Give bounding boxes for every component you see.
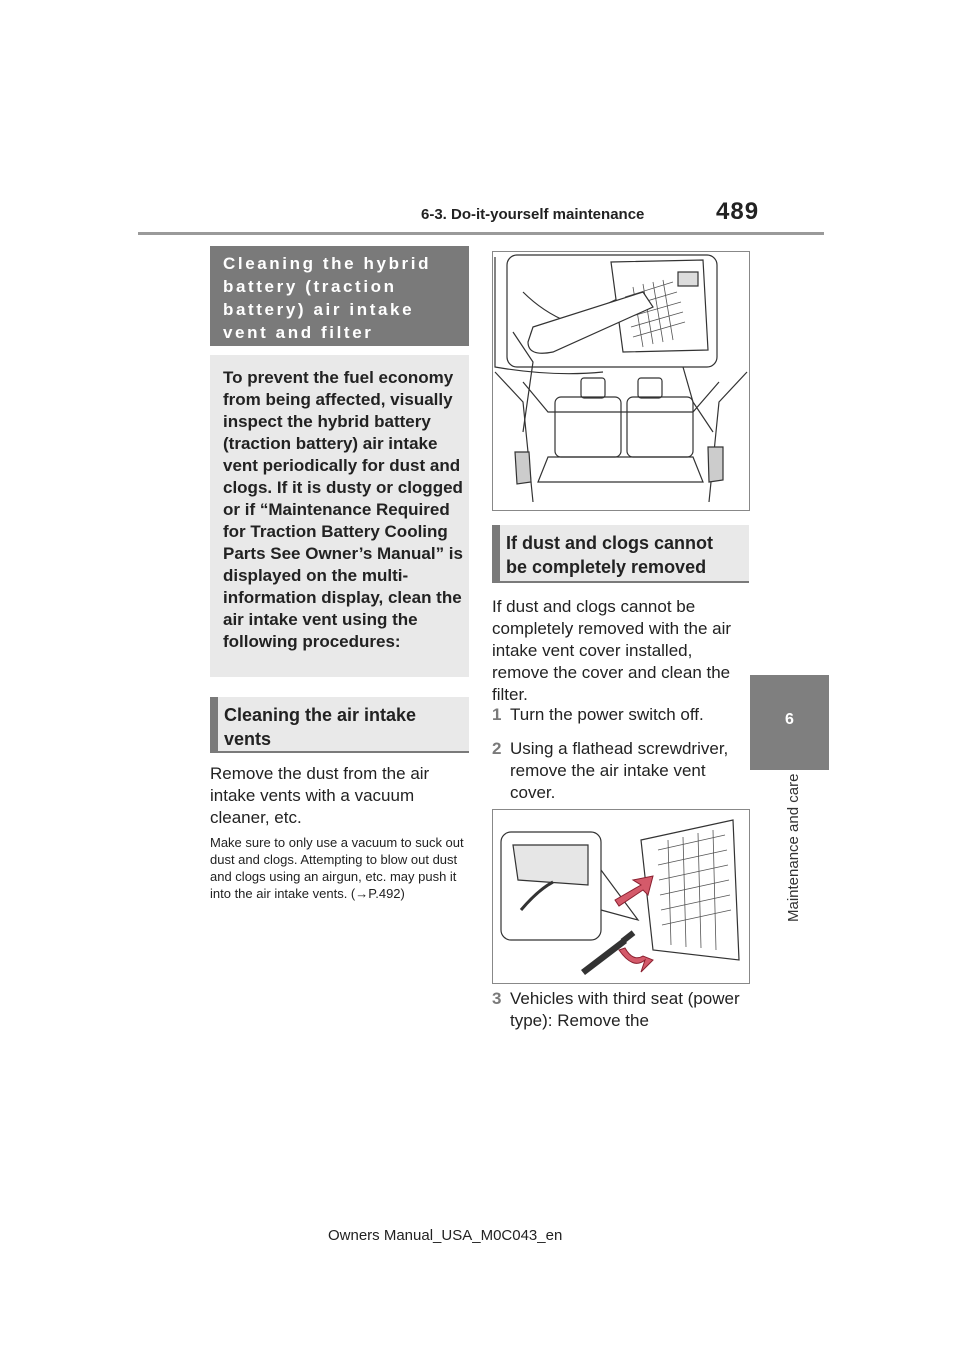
vent-cleaning-illustration	[492, 251, 750, 511]
screwdriver-drawing	[493, 810, 749, 983]
step-text: Turn the power switch off.	[510, 705, 704, 724]
chapter-tab	[750, 675, 829, 770]
subheading-text: Cleaning the air intake vents	[224, 705, 417, 749]
vehicle-interior-drawing	[493, 252, 749, 510]
subheading-text: If dust and clogs cannot be completely removed	[506, 533, 714, 577]
page-number: 489	[716, 198, 760, 225]
step-number: 1	[492, 705, 502, 724]
subheading-if-dust-remains	[492, 525, 749, 583]
intro-box	[210, 355, 469, 677]
chapter-number: 6	[785, 711, 794, 728]
step-text: Using a flathead screwdriver, remove the air intake vent cover.	[510, 739, 729, 802]
section-title-box	[210, 246, 469, 346]
caution-note: Make sure to only use a vacuum to suck out dust and clogs. Attempting to blow out dust and clogs using an airgun, etc. may push it into the air intake vents. (→P.492)	[210, 835, 464, 901]
header-divider	[138, 232, 824, 235]
subheading-cleaning-vents	[210, 697, 469, 753]
chapter-label-text: Maintenance and care	[785, 773, 802, 922]
step-number: 2	[492, 739, 502, 758]
cleaning-paragraph: Remove the dust from the air intake vents with a vacuum cleaner, etc.	[210, 764, 430, 827]
footer-manual-id: Owners Manual_USA_M0C043_en	[328, 1227, 563, 1244]
chapter-label	[785, 772, 815, 922]
section-box-title: Cleaning the hybrid battery (traction battery) air intake vent and filter	[223, 254, 432, 342]
section-title: 6-3. Do-it-yourself maintenance	[421, 206, 645, 223]
step-text: Vehicles with third seat (power type): Remove the	[510, 989, 740, 1030]
removal-paragraph: If dust and clogs cannot be completely removed with the air intake vent cover installed, remove the cover and clean the filter.	[492, 597, 732, 704]
cover-removal-illustration	[492, 809, 750, 984]
step-number: 3	[492, 989, 502, 1008]
intro-text: To prevent the fuel economy from being affected, visually inspect the hybrid battery (traction battery) air intake vent periodically for dust and clogs. If it is dusty or clogged or if “Maintenance Required for Traction Battery Cooling Parts See Owner’s Manual” is displayed on the multi-information display, clean the air intake vent using the following procedures:	[223, 368, 463, 651]
